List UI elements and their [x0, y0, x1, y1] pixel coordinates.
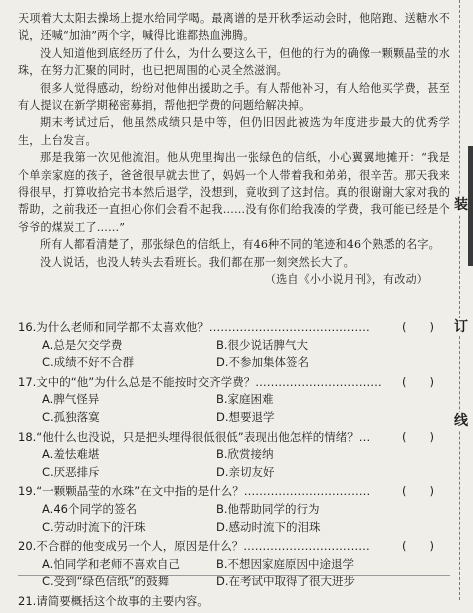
option-b[interactable]: B.他帮助同学的行为 [216, 501, 320, 516]
question-18 [18, 429, 448, 482]
answer-area[interactable] [18, 553, 450, 576]
answer-paren[interactable]: ( ) [402, 320, 434, 334]
binding-tab-mark [468, 146, 473, 266]
question-stem: 20.不合群的他变成另一个人，原因是什么？…………………………… [18, 539, 370, 554]
question-21 [18, 593, 448, 611]
question-stem: 21.请简要概括这个故事的主要内容。 [18, 593, 209, 608]
binding-char: 线 [454, 413, 468, 429]
question-stem: 17.文中的“他”为什么总是不能按时交齐学费？…………………………… [18, 374, 382, 389]
passage-paragraph: 那是我第一次见他流泪。他从兜里掏出一张绿色的信纸，小心翼翼地摊开：“我是个单亲家庭的孩子，爸爸很早就去世了，妈妈一个人带着我和弟弟，很辛苦。那天我来得很早，打算收拾完书本然后退学，没想到，竟收到了这封信。真的很谢谢大家对我的帮助，之前我还一直担心你们会看不起我……没有你们给我凑的学费，我可能已经是个爷爷的煤炭工了……” [18, 151, 450, 234]
option-c[interactable]: C.劳动时流下的汗珠 [42, 519, 146, 534]
binding-char: 订 [454, 319, 468, 335]
question-16 [18, 319, 448, 372]
option-d[interactable]: D.感动时流下的泪珠 [216, 519, 321, 534]
option-b[interactable]: B.很少说话脾气大 [216, 337, 309, 352]
option-b[interactable]: B.不想因家庭原因中途退学 [216, 556, 355, 571]
passage-paragraph: 很多人觉得感动，纷纷对他伸出援助之手。有人帮他补习，有人给他买学费，甚至有人提议在新学期秘密募捐，帮他把学费的问题给解决掉。 [18, 81, 450, 113]
passage-paragraph: 没人说话，也没人转头去看班长。我们都在那一刻突然长大了。 [40, 255, 355, 269]
binding-dash-line [459, 0, 460, 600]
passage-paragraph: 天项着大太阳去操场上提水给同学喝。最离谱的是开秋季运动会时，他陪跑、送糖水不说，还喊“加油”两个字，喊得比谁都热血沸腾。 [18, 12, 450, 43]
answer-paren[interactable]: ( ) [402, 429, 434, 444]
option-c[interactable]: C.厌恶排斥 [42, 464, 100, 479]
option-d[interactable]: D.不参加集体签名 [216, 355, 310, 370]
question-19 [18, 483, 448, 536]
option-b[interactable]: B.欣赏接纳 [216, 447, 274, 462]
option-a[interactable]: A.怕同学和老师不喜欢自己 [42, 556, 180, 571]
answer-line[interactable] [18, 575, 450, 576]
option-a[interactable]: A.总是欠交学费 [42, 337, 123, 352]
question-stem: 19.“一颗颗晶莹的水珠”在文中指的是什么？…………………………… [18, 484, 371, 499]
question-17 [18, 374, 448, 427]
option-b[interactable]: B.家庭困难 [216, 392, 274, 407]
passage-source: （选自《小小说月刊》，有改动） [264, 273, 428, 287]
answer-paren[interactable]: ( ) [402, 539, 434, 554]
option-a[interactable]: A.脾气怪异 [42, 392, 100, 407]
passage-paragraph: 所有人都看清楚了，那张绿色的信纸上，有46种不同的笔迹和46个熟悉的名字。 [40, 238, 440, 252]
answer-paren[interactable]: ( ) [402, 374, 434, 389]
option-a[interactable]: A.羞怯难堪 [42, 447, 100, 462]
option-a[interactable]: A.46个同学的签名 [42, 501, 137, 516]
passage-paragraph: 没人知道他到底经历了什么，为什么要这么干，但他的行为的确像一颗颗晶莹的水珠，在努力汇聚的同时，也已把周围的心灵全然滋润。 [18, 46, 450, 78]
option-d[interactable]: D.在考试中取得了很大进步 [216, 574, 356, 589]
option-d[interactable]: D.想要退学 [216, 409, 275, 424]
question-stem: 16.为什么老师和同学都不太喜欢他？…………………………………… [18, 320, 370, 334]
binding-char: 装 [454, 197, 468, 213]
option-c[interactable]: C.受到“绿色信纸”的鼓舞 [42, 574, 170, 589]
passage-paragraph: 期末考试过后，他虽然成绩只是中等，但仍旧因此被选为年度进步最大的优秀学生，上台发言。 [18, 116, 450, 147]
option-c[interactable]: C.孤独落寞 [42, 409, 100, 424]
option-c[interactable]: C.成绩不好不合群 [42, 355, 135, 370]
binding-margin [451, 0, 473, 600]
reading-passage [18, 10, 450, 289]
option-d[interactable]: D.亲切友好 [216, 464, 275, 479]
answer-paren[interactable]: ( ) [402, 484, 434, 499]
question-stem: 18.“他什么也没说，只是把头埋得很低很低”表现出他怎样的情绪？… [18, 429, 371, 444]
